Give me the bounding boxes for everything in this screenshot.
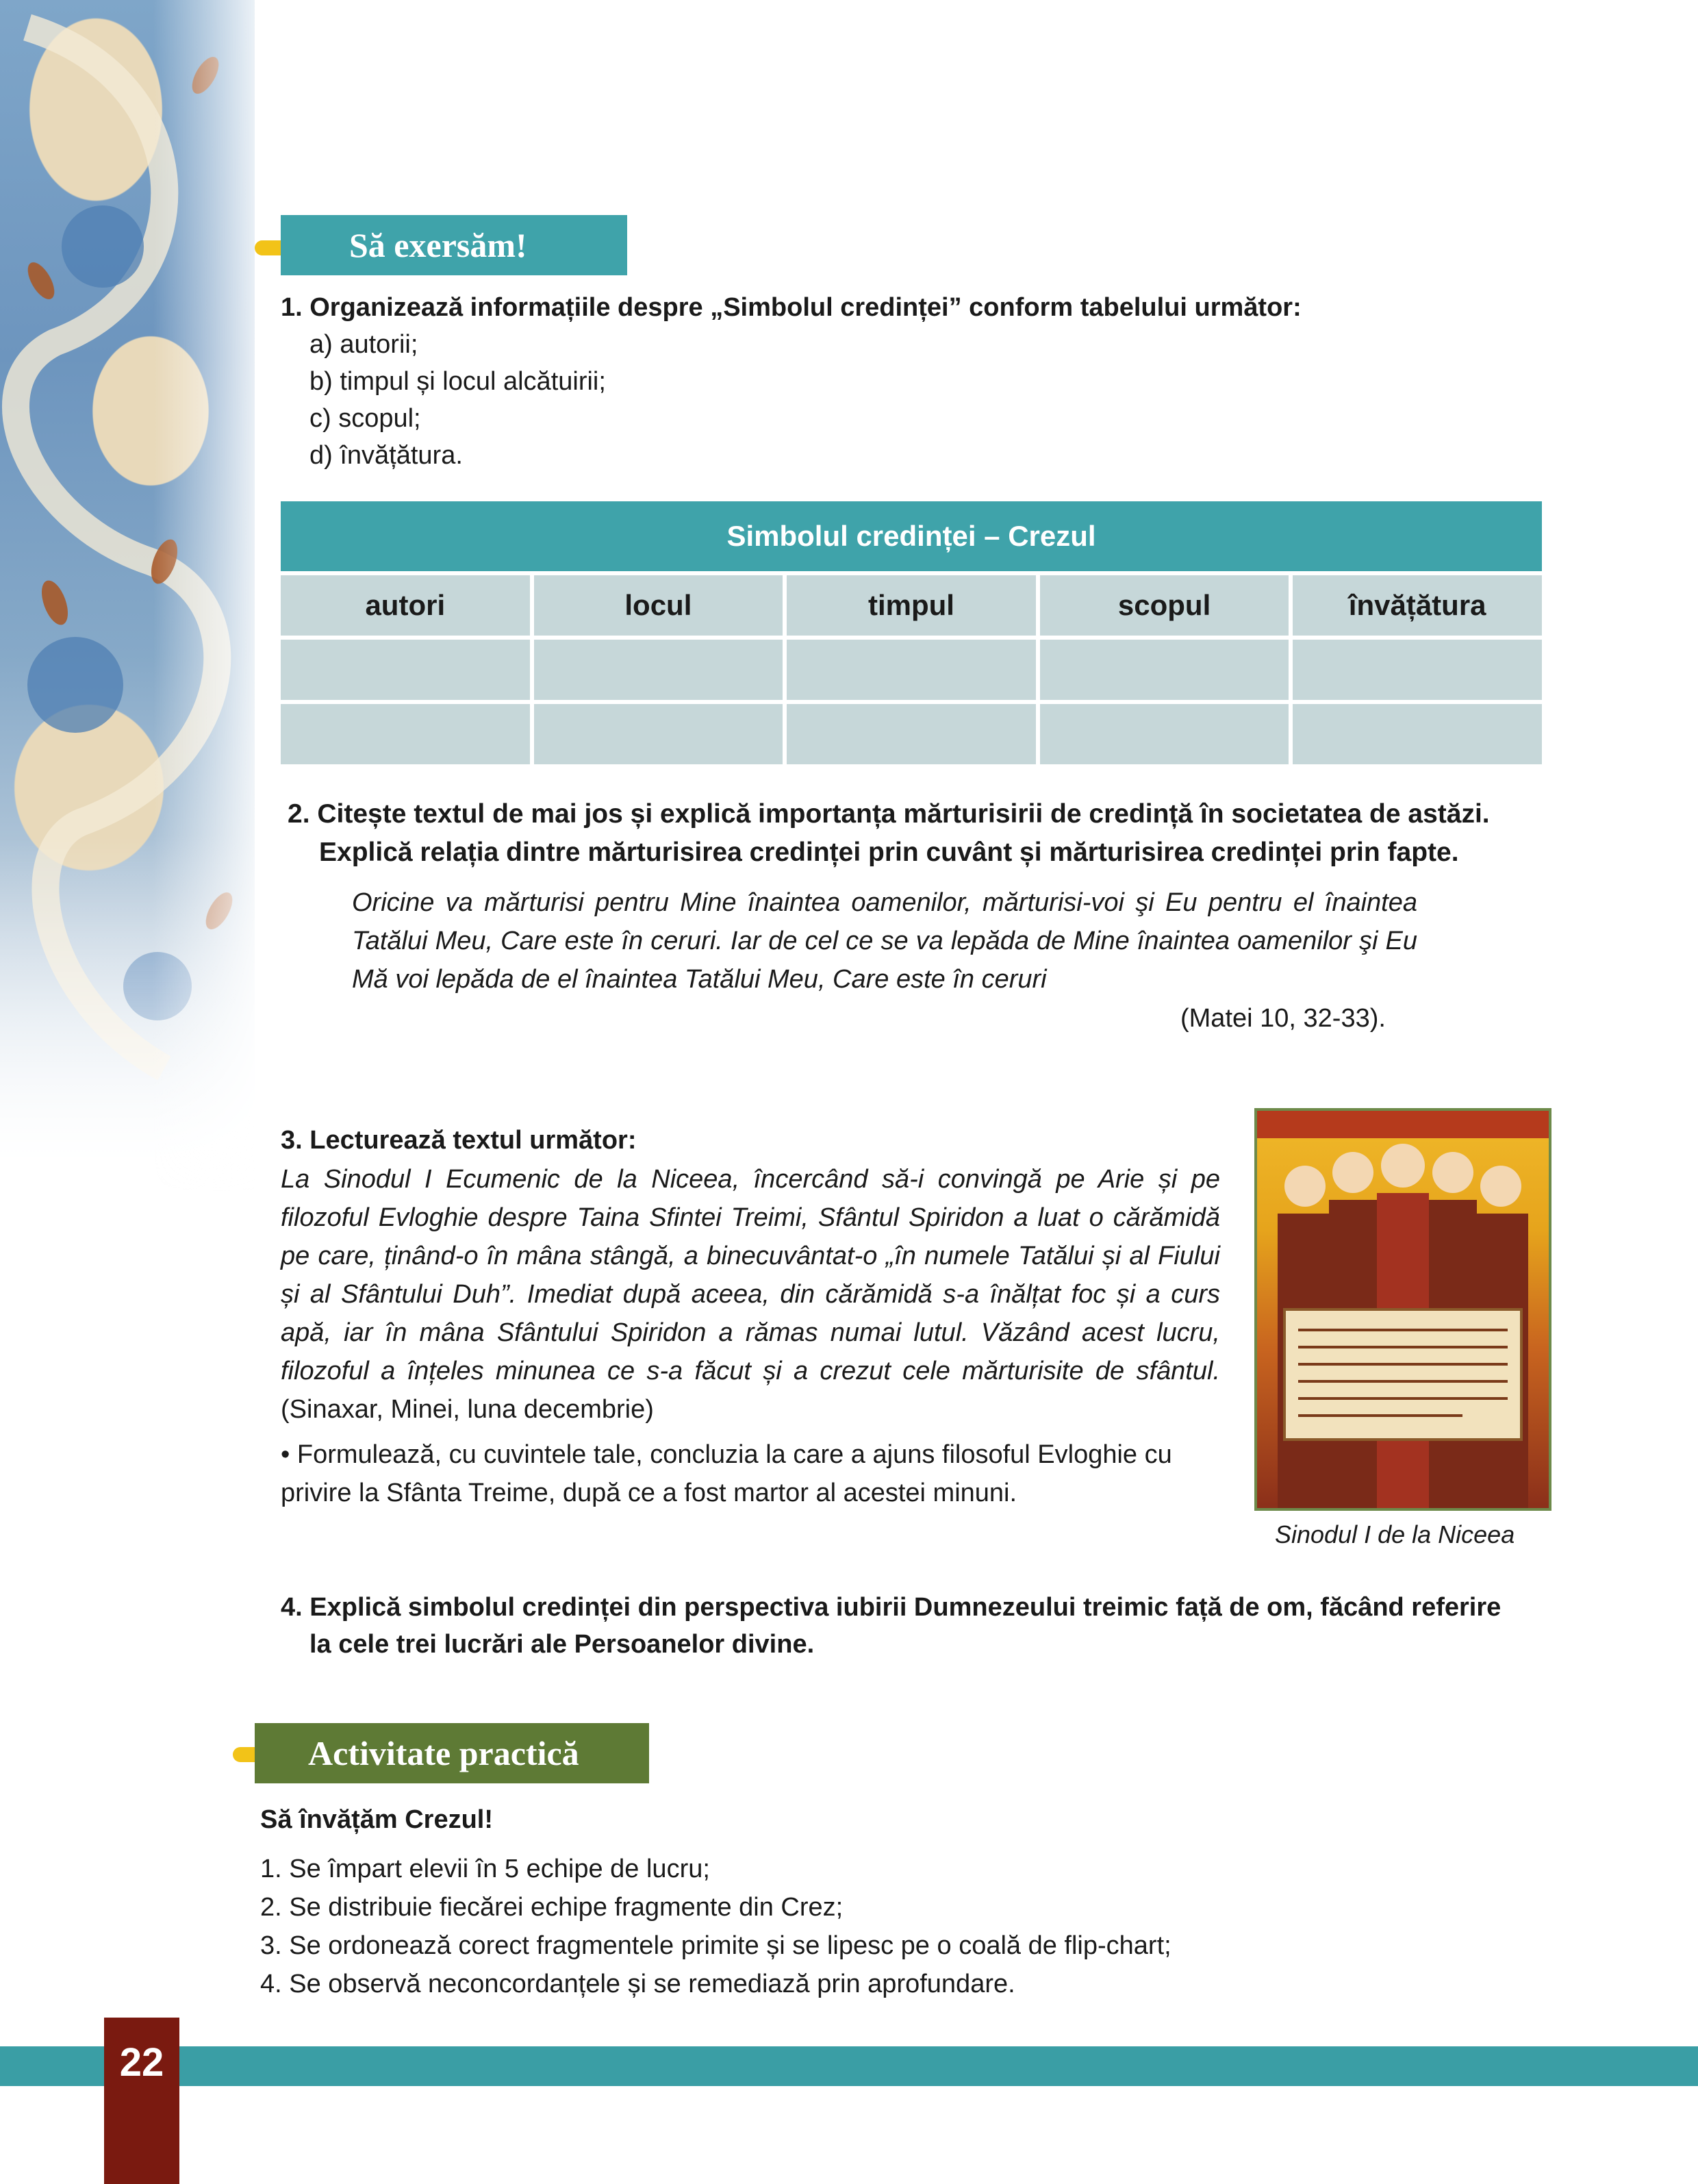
question-1-item: d) învățătura.: [309, 441, 463, 470]
section-header-practical: [255, 1723, 649, 1783]
question-2-prompt: Explică relația dintre mărturisirea credinței prin cuvânt și mărturisirea credinței prin fapte.: [319, 838, 1459, 867]
image-caption: Sinodul I de la Niceea: [1275, 1520, 1515, 1548]
table-column-header: scopul: [1040, 575, 1289, 636]
question-1-prompt: 1. Organizează informațiile despre „Simbolul credinței” conform tabelului următor:: [281, 293, 1302, 322]
table-column-header: locul: [534, 575, 783, 636]
table-cell[interactable]: [534, 640, 783, 700]
council-of-nicaea-icon-image: [1254, 1108, 1551, 1511]
activity-step: 2. Se distribuie fiecărei echipe fragmente din Crez;: [260, 1893, 844, 1922]
story-text: La Sinodul I Ecumenic de la Niceea, încercând să-i convingă pe Arie și pe filozoful Evloghie despre Taina Sfintei Treimi, Sfântul Spiridon a luat o cărămidă pe care, ținând-o în mâna stângă, a binecuvântat-o „în numele Tatălui și al Fiului și al Sfântului Duh”. Imediat după aceea, din cărămidă s-a înălțat foc și a curs apă, iar în mâna Sfântului Spiridon a rămas numai lutul. Văzând acest lucru, filozoful a înțeles minunea ce s-a făcut și a crezut cele mărturisite de sfântul.: [281, 1165, 1220, 1385]
table-row: [281, 640, 1542, 700]
question-3-prompt: 3. Lecturează textul următor:: [281, 1126, 637, 1155]
story-source: (Sinaxar, Minei, luna decembrie): [281, 1395, 654, 1424]
table-header-row: [281, 575, 1542, 636]
section-header-exercises: [281, 215, 627, 275]
table-cell[interactable]: [1040, 704, 1289, 764]
question-1-item: c) scopul;: [309, 404, 421, 433]
page-number: 22: [119, 2040, 164, 2085]
question-2-prompt: 2. Citește textul de mai jos și explică importanța mărturisirii de credință în societatea de astăzi.: [288, 799, 1490, 829]
icon-illustration: [1257, 1111, 1549, 1508]
table-cell[interactable]: [1293, 704, 1542, 764]
table-column-header: autori: [281, 575, 530, 636]
section-title: Să exersăm!: [349, 226, 527, 264]
activity-step: 1. Se împart elevii în 5 echipe de lucru;: [260, 1855, 710, 1883]
question-4-prompt: 4. Explică simbolul credinței din perspectiva iubirii Dumnezeului treimic față de om, făcând referire: [281, 1593, 1501, 1622]
table-cell[interactable]: [787, 704, 1036, 764]
question-1-item: a) autorii;: [309, 330, 418, 359]
decorative-border: [0, 0, 255, 1192]
table-cell[interactable]: [1293, 640, 1542, 700]
table-cell[interactable]: [281, 704, 530, 764]
table-cell[interactable]: [787, 640, 1036, 700]
table-row: [281, 704, 1542, 764]
table-column-header: timpul: [787, 575, 1036, 636]
table-cell[interactable]: [281, 640, 530, 700]
bible-quote: Oricine va mărturisi pentru Mine înaintea oamenilor, mărturisi-voi şi Eu pentru el înaintea Tatălui Meu, Care este în ceruri. Iar de cel ce se va lepăda de Mine înaintea oamenilor şi Eu Mă voi lepăda de el înaintea Tatălui Meu, Care este în ceruri: [352, 888, 1417, 994]
activity-step: 3. Se ordonează corect fragmentele primite și se lipesc pe o coală de flip-chart;: [260, 1931, 1171, 1960]
activity-subtitle: Să învățăm Crezul!: [260, 1805, 493, 1834]
question-3-task: • Formulează, cu cuvintele tale, concluzia la care a ajuns filosoful Evloghie cu privire la Sfânta Treime, după ce a fost martor al acestei minuni.: [281, 1440, 1172, 1507]
table-cell[interactable]: [534, 704, 783, 764]
table-column-header: învățătura: [1293, 575, 1542, 636]
bible-citation: (Matei 10, 32-33).: [1180, 1004, 1386, 1033]
question-4-prompt: la cele trei lucrări ale Persoanelor divine.: [309, 1630, 815, 1659]
question-1-item: b) timpul și locul alcătuirii;: [309, 367, 606, 396]
synaxarion-text: [281, 1160, 1220, 1429]
footer-band: [0, 2046, 1698, 2086]
table-cell[interactable]: [1040, 640, 1289, 700]
crezul-table: [281, 501, 1542, 764]
activity-step: 4. Se observă neconcordanțele și se remediază prin aprofundare.: [260, 1970, 1015, 1998]
table-title: Simbolul credinței – Crezul: [281, 501, 1542, 571]
section-title: Activitate practică: [308, 1734, 579, 1772]
